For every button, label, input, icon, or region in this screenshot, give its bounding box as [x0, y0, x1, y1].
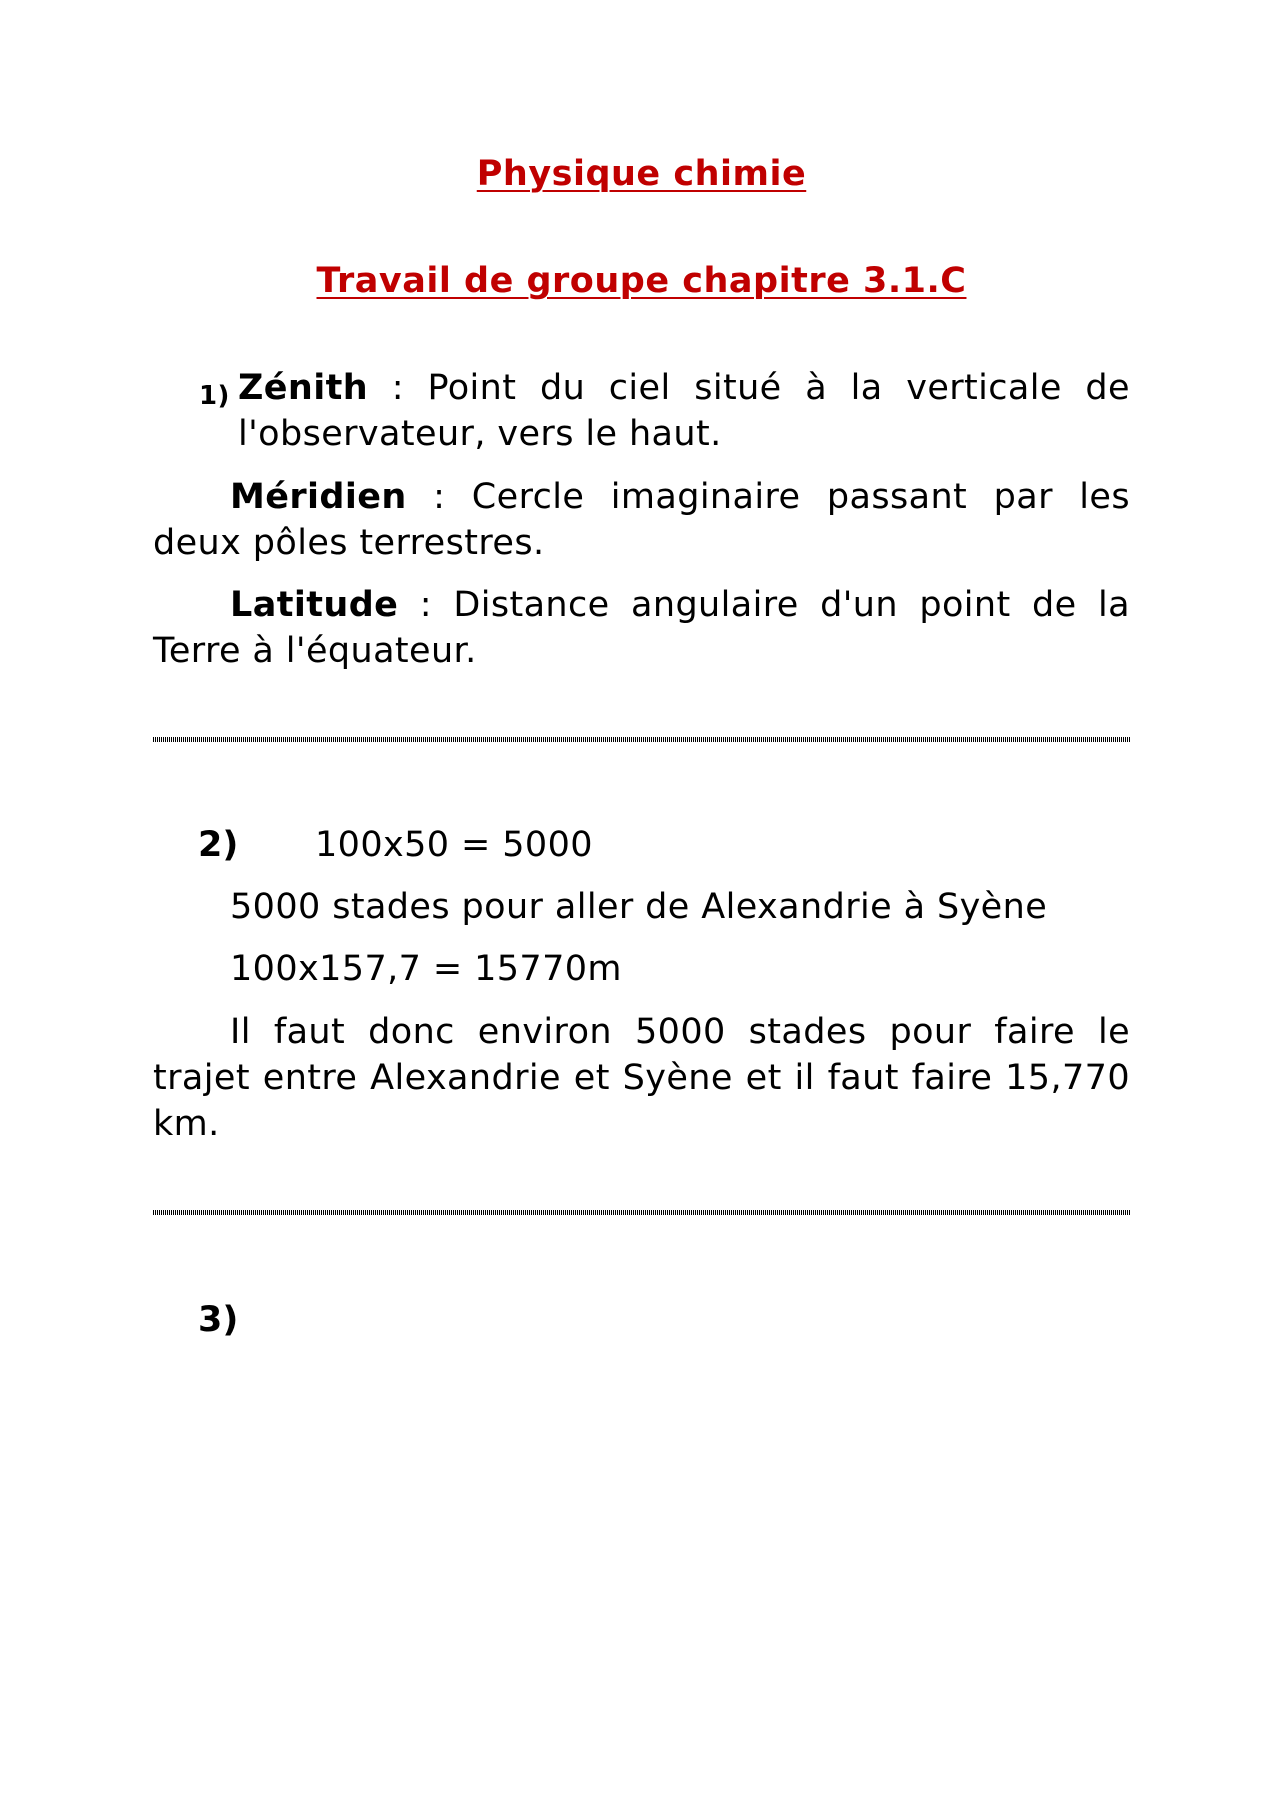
section-2-number: 2) [198, 825, 239, 865]
latitude-text: : Distance angulaire d'un point de la Terre à l'équateur. [153, 585, 1130, 671]
zenith-term: Zénith [238, 368, 369, 408]
stades-statement: 5000 stades pour aller de Alexandrie à Syène [230, 887, 1048, 927]
document-subtitle: Travail de groupe chapitre 3.1.C [316, 261, 967, 301]
calculation-stades: 100x50 = 5000 [315, 825, 593, 865]
zenith-separator: : [368, 368, 428, 408]
calculation-meters: 100x157,7 = 15770m [230, 949, 622, 989]
latitude-definition [153, 582, 1130, 674]
meridien-definition [153, 474, 1130, 566]
document-title: Physique chimie [476, 154, 807, 194]
latitude-term: Latitude [230, 585, 399, 625]
section-1-number: 1) [199, 381, 230, 411]
zenith-text-line-1: Point du ciel situé à la verticale de [427, 368, 1130, 408]
section-divider [153, 1210, 1130, 1215]
section-3-number: 3) [198, 1300, 239, 1340]
section-divider [153, 737, 1130, 742]
zenith-definition [238, 365, 1130, 457]
meridien-term: Méridien [230, 477, 407, 517]
zenith-text-line-2: l'observateur, vers le haut. [238, 414, 722, 454]
meridien-text: : Cercle imaginaire passant par les deux pôles terrestres. [153, 477, 1130, 563]
zenith-line-1 [238, 365, 1130, 411]
conclusion-paragraph: Il faut donc environ 5000 stades pour faire le trajet entre Alexandrie et Syène et il faut faire 15,770 km. [153, 1012, 1130, 1144]
